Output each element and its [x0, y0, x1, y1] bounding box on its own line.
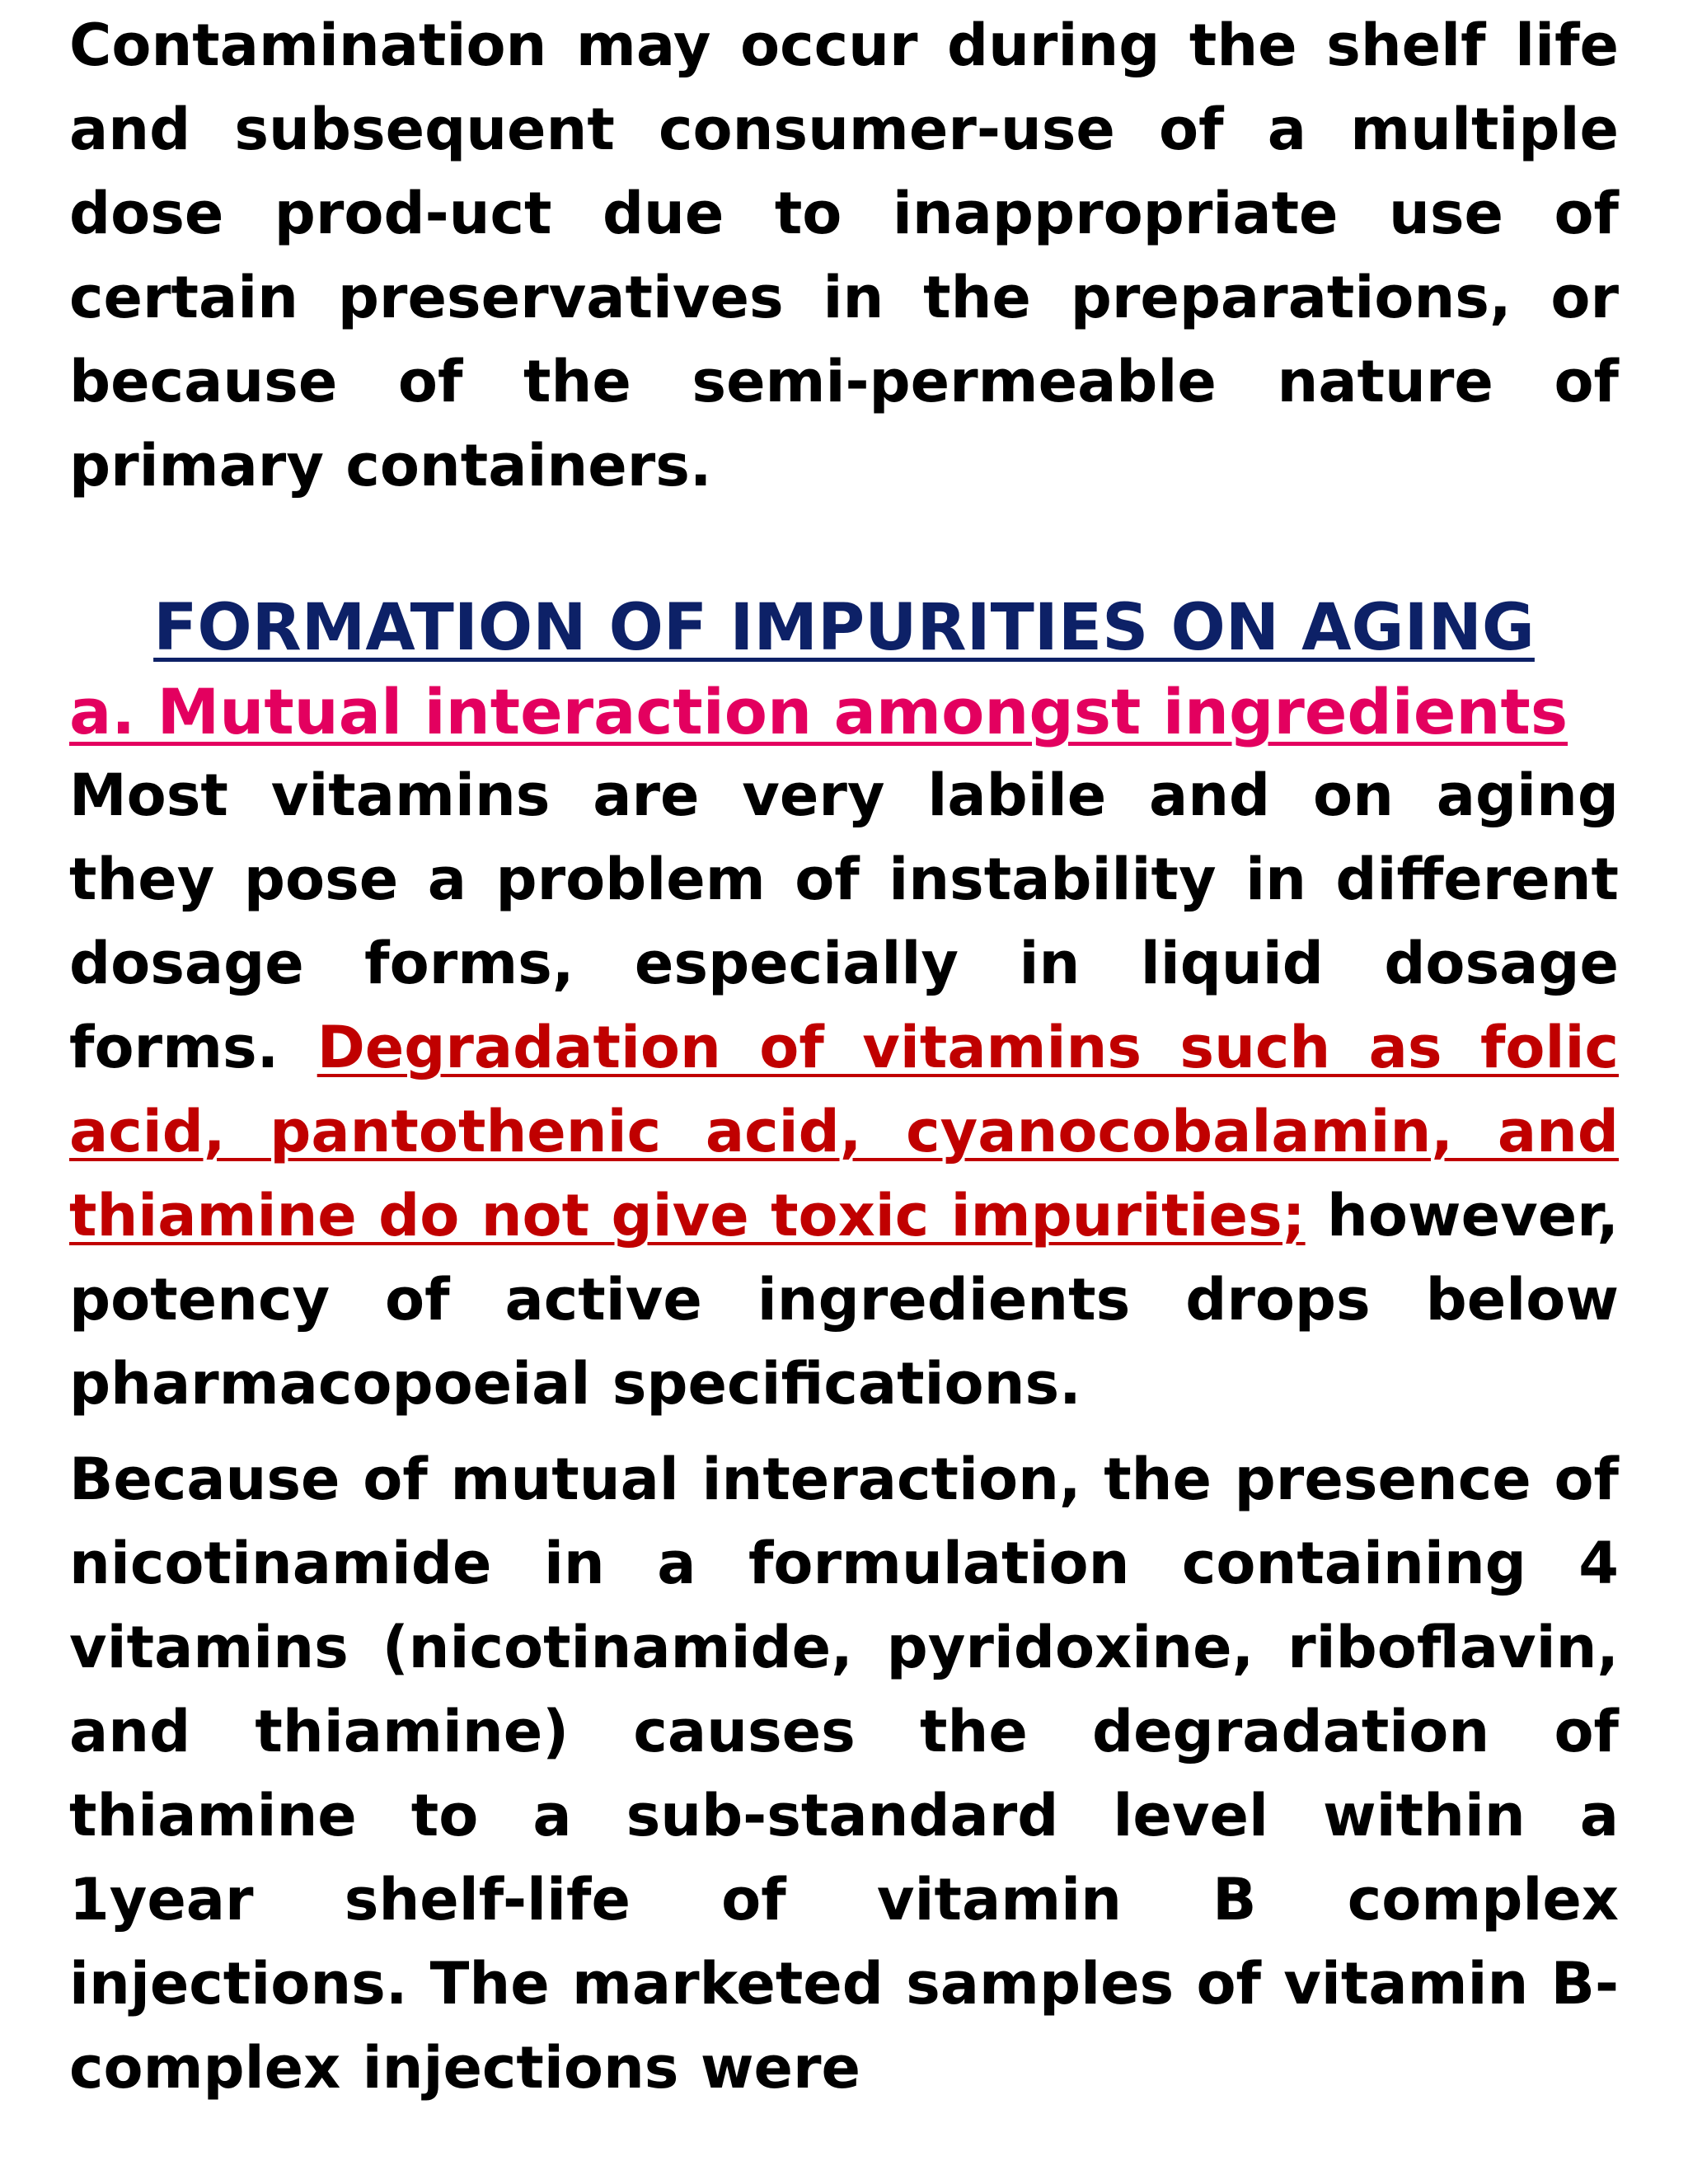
highlighted-statement: Degradation of vitamins such as folic acid, pantothenic acid, cyanocobalamin, and thiamine do not give toxic impurities; — [69, 1014, 1619, 1249]
paragraph-vitamins-tail: however, potency of active ingredients drops below pharmacopoeial specifications. — [69, 1182, 1619, 1418]
subsection-heading: a. Mutual interaction amongst ingredients — [69, 675, 1568, 748]
paragraph-contamination-text: Contamination may occur during the shelf life and subsequent consumer-use of a multiple dose prod-uct due to inappropriate use of certain preservatives in the preparations, or because of the semi-permeable nature of primary containers. — [69, 12, 1619, 499]
paragraph-mutual-interaction — [69, 1437, 1619, 2110]
paragraph-vitamins — [69, 753, 1619, 1426]
document-page — [69, 0, 1619, 2110]
paragraph-gap — [69, 1426, 1619, 1437]
paragraph-vitamins-lead: Most vitamins are very labile and on aging they pose a problem of instability in different dosage forms, especially in liquid dosage forms. — [69, 762, 1619, 1081]
section-heading: FORMATION OF IMPURITIES ON AGING — [153, 591, 1535, 665]
paragraph-mutual-interaction-text: Because of mutual interaction, the presence of nicotinamide in a formulation containing 4 vitamins (nicotinamide, pyridoxine, riboflavin, and thiamine) causes the degradation of thiamine to a sub-standard level within a 1year shelf-life of vitamin B complex injections. The marketed samples of vitamin B- complex injections were — [69, 1446, 1619, 2102]
paragraph-contamination — [69, 0, 1619, 508]
